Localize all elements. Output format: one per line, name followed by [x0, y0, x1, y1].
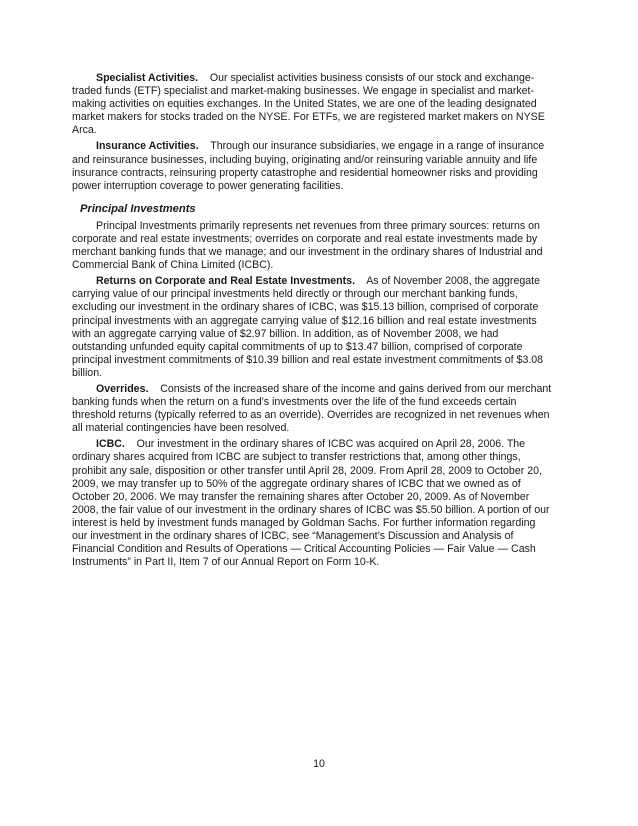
paragraph-insurance-activities [72, 140, 552, 192]
paragraph-lead: ICBC. [96, 438, 125, 451]
paragraph-specialist-activities [72, 72, 552, 137]
paragraph-text: As of November 2008, the aggregate carrying value of our principal investments held directly or through our merchant banking funds, excluding our investment in the ordinary shares of ICBC, was $15.13 billion, comprised of corporate principal investments with an aggregate carrying value of $12.16 billion and real estate investments with an aggregate carrying value of $2.97 billion. In addition, as of November 2008, we had outstanding unfunded equity capital commitments of up to $13.47 billion, comprised of corporate principal investment commitments of $10.39 billion and real estate investment commitments of $3.08 billion. [72, 275, 544, 379]
paragraph-lead: Returns on Corporate and Real Estate Investments. [96, 275, 356, 288]
section-heading-principal-investments: Principal Investments [80, 202, 196, 215]
paragraph-text: Our specialist activities business consists of our stock and exchange-traded funds (ETF) specialist and market-making businesses. We engage in specialist and market-making activities on equities exchanges. In the United States, we are one of the leading designated market makers for stocks traded on the NYSE. For ETFs, we are registered market makers on NYSE Arca. [72, 72, 545, 137]
paragraph-principal-investments-intro: Principal Investments primarily represents net revenues from three primary sources: returns on corporate and real estate investments; overrides on corporate and real estate investments made by merchant banking funds that we manage; and our investment in the ordinary shares of Industrial and Commercial Bank of China Limited (ICBC). [72, 219, 543, 272]
paragraph-text: Consists of the increased share of the income and gains derived from our merchant banking funds when the return on a fund’s investments over the life of the fund exceeds certain threshold returns (typically referred to as an override). Overrides are recognized in net revenues when all material contingencies have been resolved. [72, 382, 552, 435]
paragraph-lead: Specialist Activities. [96, 72, 199, 84]
paragraph-lead: Insurance Activities. [96, 140, 199, 153]
paragraph-text: Our investment in the ordinary shares of ICBC was acquired on April 28, 2006. The ordinary shares acquired from ICBC are subject to transfer restrictions that, among other things, prohibit any sale, disposition or other transfer until April 28, 2009. From April 28, 2009 to October 20, 2009, we may transfer up to 50% of the aggregate ordinary shares of ICBC that we owned as of October 20, 2006. We may transfer the remaining shares after October 20, 2009. As of November 2008, the fair value of our investment in the ordinary shares of ICBC was $5.50 billion. A portion of our interest is held by investment funds managed by Goldman Sachs. For further information regarding our investment in the ordinary shares of ICBC, see “Management’s Discussion and Analysis of Financial Condition and Results of Operations — Critical Accounting Policies — Fair Value — Cash Instruments” in Part II, Item 7 of our Annual Report on Form 10-K. [72, 438, 550, 569]
paragraph-lead: Overrides. [96, 382, 149, 395]
paragraph-icbc [72, 438, 552, 569]
paragraph-returns-on-investments [72, 275, 552, 380]
page-number: 10 [313, 758, 325, 770]
paragraph-overrides [72, 383, 552, 435]
paragraph-text: Through our insurance subsidiaries, we engage in a range of insurance and reinsurance businesses, including buying, originating and/or reinsuring variable annuity and life insurance contracts, reinsuring property catastrophe and residential homeowner risks and providing power interruption coverage to power generating facilities. [72, 140, 545, 192]
page-body [72, 72, 552, 572]
